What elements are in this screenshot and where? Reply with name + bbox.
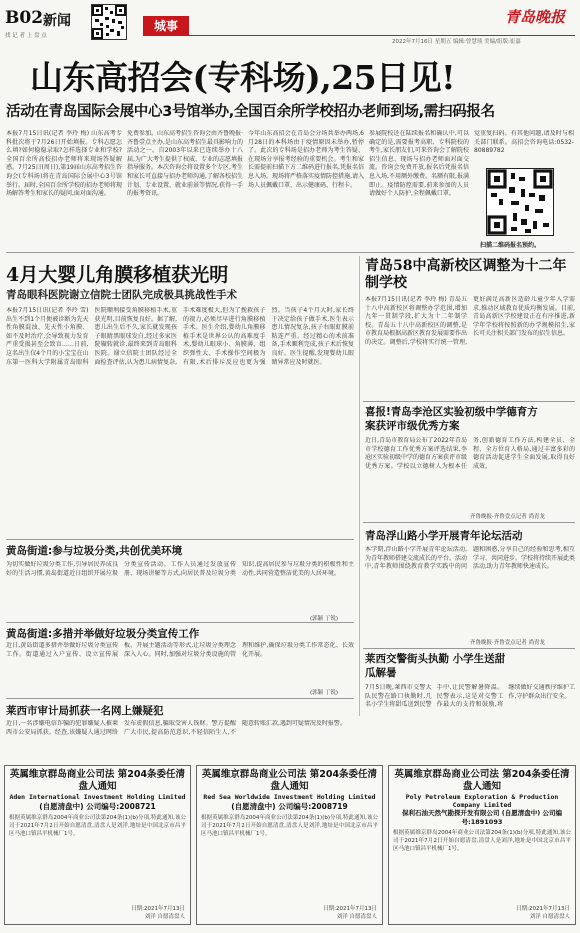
story-headline: 莱西交警街头执勤 小学生送甜瓜解暑	[365, 653, 506, 679]
lead-headline: 山东高招会(专科场),25日见!	[30, 58, 456, 97]
divider	[359, 256, 360, 716]
divider	[6, 622, 354, 623]
story-headline: 青岛58中高新校区调整为十二年制学校	[365, 258, 567, 291]
lead-col-1: 本报7月15日讯(记者 李玲 梅) 山东高考专科批次将于7月26日开始填报。专科志愿怎么填?如何稳稳录取?怎样选择专业和学校?全国百余所高校招办老师将来现场答疑解惑。7月25日(周日),第19届山东高考招生咨询会(专科场)将在青岛国际会展中心3号馆举行。届时,全国百余所学校的招办老师将现场解答考生和家长的疑问,面对面沟通。	[6, 130, 122, 198]
lead-col-4: 参展院校还在陆续报名和确认中,可以确定的是,需要报考高职、专科院校的考生,家长朋友们,可来咨询会了解院校招生信息、现场与招办老师面对面交流。咨询会免费开放,报名后凭报名信息入场,不用额外缴费。名额有限,报满即止。疫情防控需要,前来参加的人员请做好个人防护,全程佩戴口罩。	[369, 130, 469, 198]
notice-body: 根据英属维京群岛2004年商业公司法第204条(1)(b)分项,特此通知,该公司于2021年7月2日开始自愿清盘,清盘人是刘洋,地址是中国北京市昌平区马池口镇昌平机械厂1号。	[393, 830, 571, 852]
story-byline: 齐鲁晚报·齐鲁壹点记者 尚青龙	[470, 514, 545, 520]
story-byline: (郭颖 丁锐)	[310, 616, 339, 622]
story-body: 近日,青岛市教育局公布了2022年青岛市学校德育工作优秀方案评选结果,李沧区实验初级中学的德育方案获评市级优秀方案。学校以立德树人为根本任务,创新德育工作方法,构建全员、全程、全方位育人格局,通过丰富多彩的德育活动促进学生全面发展,取得良好成效。	[365, 437, 575, 470]
notice-body: 根据英属维京群岛2004年商业公司法第204条(1)(b)分项,特此通知,该公司于2021年7月2日开始自愿清盘,清盘人是刘洋,地址是中国北京市昌平区马池口镇昌平机械厂1号。	[201, 815, 378, 837]
story-body: 为切实做好垃圾分类工作,引导居民养成良好的生活习惯,黄岛街道近日组织开展垃圾分类宣传活动。工作人员通过发放宣传册、现场讲解等方式,向居民普及垃圾分类知识,提高居民参与垃圾分类的积极性和主动性,共同营造整洁优美的人居环境。	[6, 561, 354, 577]
story-byline: (郭颖 丁锐)	[310, 690, 339, 696]
notice-company-en: Red Sea Worldwide Investment Holding Limited	[203, 793, 376, 801]
lead-col-2: 免费参加。山东高考招生咨询会由齐鲁晚报·齐鲁壹点主办,是山东高考招生最具影响力的活动之一。自2003年以来已连续举办十八届,为广大考生提供了权威、专业的志愿填报指导服务。本次咨询会将设置多个专区,考生和家长可直接与招办老师沟通,了解各校招生计划、专业设置、就业前景等情况,获得一手的报考资讯。	[127, 130, 243, 198]
lead-col-5: 觉重复扫码。有其他问题,请及时与相关部门联系。高招会咨询电话:0532-80889782	[474, 130, 574, 155]
notice-date: 日期:2021年7月13日	[323, 906, 377, 912]
story-byline: 齐鲁晚报·齐鲁壹点记者 尚青龙	[470, 640, 545, 646]
story-headline: 黄岛街道:多措并举做好垃圾分类宣传工作	[6, 628, 200, 640]
qr-caption: 扫描二维码报名预约。	[480, 242, 541, 249]
divider	[6, 539, 354, 540]
story-body: 本报7月15日讯(记者 李玲 雪) 出生不到1个月便被诊断为先天性角膜混浊、先天性小角膜、如不及时治疗,会导致视力发育严重受损甚至会致盲……日前,这名出生仅4个月的小宝宝在山东第一医科大学附属青岛眼科医院顺利接受角膜移植手术,重获光明,目前恢复良好。据了解,患儿出生后不久,家长就发现孩子眼睛黑眼球发白,经过多家医院辗转就诊,最终来到青岛眼科医院。谢立信院士团队经过全面检查评估,认为患儿病情复杂,手术难度极大,但为了挽救孩子的视力,必须尽早进行角膜移植手术。医生介绍,婴幼儿角膜移植手术是世界公认的高难度手术,婴幼儿眼球小、角膜薄、组织弹性大、手术操作空间极为有限,术后排斥反应也更为强烈。当孩子4个月大时,家长终于决定给孩子做手术,医生表示患儿情况复杂,孩子右眼虹膜前粘连严重。经过精心的术前准备,手术顺利完成,孩子术后恢复良好。医生提醒,发现婴幼儿眼睛异常应及时就医。	[6, 307, 354, 366]
story-headline: 莱西市审计局抓获一名网上嫌疑犯	[6, 705, 164, 717]
story-headline: 黄岛街道:参与垃圾分类,共创优美环境	[6, 545, 183, 557]
notice-title: 英属维京群岛商业公司法 第204条委任清盘人通知	[201, 769, 378, 792]
notice-date: 日期:2021年7月13日	[516, 906, 570, 912]
date-line: 2022年7月16日 星期五 编辑:曾慧琰 美编/组版:崔嘉	[392, 39, 521, 45]
notice-company-cn: (自愿清盘中) 公司编号:2008719	[231, 802, 348, 811]
divider	[6, 698, 354, 699]
notice-company-cn: (自愿清盘中) 公司编号:2008721	[39, 802, 156, 811]
newspaper-logo: 青岛晚报	[505, 8, 566, 26]
notice-body: 根据英属维京群岛2004年商业公司法第204条(1)(b)分项,特此通知,该公司于2021年7月2日开始自愿清盘,清盘人是刘洋,地址是中国北京市昌平区马池口镇昌平机械厂1号。	[9, 815, 186, 837]
notice-company-cn: 保利石油天然气勘探开发有限公司 (自愿清盘中) 公司编号:1891093	[402, 809, 562, 826]
divider	[363, 648, 575, 649]
story-body: 7月5日晚,莱西市交警大队民警在路口执勤时,几名小学生将甜瓜送到民警手中,让民警解暑降温。民警表示,这是对交警工作最大的支持和鼓励,将继续做好交通秩序维护工作,守护群众出行安全。	[365, 684, 575, 709]
notice-company-en: Poly Petroleum Exploration & Production Company Limited	[405, 793, 559, 809]
divider	[363, 401, 575, 402]
divider	[363, 522, 575, 523]
section-tab: 城事	[143, 16, 189, 36]
lead-subhead: 活动在青岛国际会展中心3号馆举办,全国百余所学校招办老师到场,需扫码报名	[6, 104, 495, 120]
notice-date: 日期:2021年7月13日	[131, 906, 185, 912]
notice-signer: 刘洋 自愿清盘人	[144, 914, 185, 920]
liquidation-notice	[4, 765, 191, 925]
story-body: 本学期,浮山路小学开展青年论坛活动,为青年教师搭建交流成长的平台。活动中,青年教师围绕教育教学实践中的问题和困惑,分享自己的经验和思考,相互学习、共同进步。学校将持续开展此类活动,助力青年教师快速成长。	[365, 546, 575, 571]
lead-col-3: 今年山东高招会在青岛会分场共举办两场,6月28日的本科场由于疫情原因未举办,暂停了。此次的专科场是招办老师为考生答疑、在现场分享报考经验的重要机会。考生和家长需提前扫描下方二维码进行报名,凭报名信息入场。现场将严格落实疫情防控措施,请入场人员佩戴口罩、出示健康码、行程卡。	[248, 130, 364, 189]
story-headline: 青岛浮山路小学开展青年论坛活动	[365, 530, 523, 542]
header-rule	[143, 35, 575, 36]
liquidation-notice	[388, 765, 576, 925]
notice-signer: 刘洋 自愿清盘人	[336, 914, 377, 920]
page-number: B02	[5, 8, 44, 28]
divider	[6, 252, 574, 253]
notice-signer: 刘洋 自愿清盘人	[529, 914, 570, 920]
registration-qr-code	[486, 168, 554, 236]
story-body: 本报7月15日讯(记者 李玲 梅) 青岛五十八中高新校区将调整办学范围,增加九年一贯制学段,扩大为十二年制学校。青岛五十八中高新校区的调整,是市教育局根据高新区教育发展需要作出的决定。调整后,学校将实行统一管理,更好满足高新区适龄儿童少年入学需求,推动区域教育优质均衡发展。目前,青岛高新区学校建设正在有序推进,新学年学校将按照新的办学规模招生,家长可关注相关部门发布的招生信息。	[365, 296, 575, 346]
story-body: 近日,黄岛街道多措并举做好垃圾分类宣传工作。街道通过入户宣传、设立宣传展板、开展主题活动等形式,让垃圾分类理念深入人心。同时,加强对垃圾分类设施的管理和维护,确保垃圾分类工作常态化、长效化开展。	[6, 642, 354, 658]
liquidation-notice	[196, 765, 383, 925]
section-name: 新闻	[43, 13, 71, 29]
notice-title: 英属维京群岛商业公司法 第204条委任清盘人通知	[9, 769, 186, 792]
story-subhead: 青岛眼科医院谢立信院士团队完成极具挑战性手术	[6, 289, 237, 301]
story-headline: 喜报!青岛李沧区实验初级中学德育方案获评市级优秀方案	[365, 406, 538, 432]
masthead	[0, 0, 580, 46]
editor-line: 找 记 者 上 盘 点	[5, 33, 47, 39]
story-body: 近日,一名涉嫌电信诈骗的犯罪嫌疑人被莱西市公安局抓获。经查,该嫌疑人通过网络发布虚假信息,骗取受害人钱财。警方提醒广大市民,提高防范意识,不轻信陌生人,不随意转账汇款,遇到可疑情况及时报警。	[6, 720, 346, 736]
header-qr-code	[91, 4, 127, 40]
notice-company-en: Aden International Investment Holding Limited	[9, 793, 186, 801]
notice-title: 英属维京群岛商业公司法 第204条委任清盘人通知	[394, 769, 570, 792]
story-headline: 4月大婴儿角膜移植获光明	[6, 264, 229, 286]
